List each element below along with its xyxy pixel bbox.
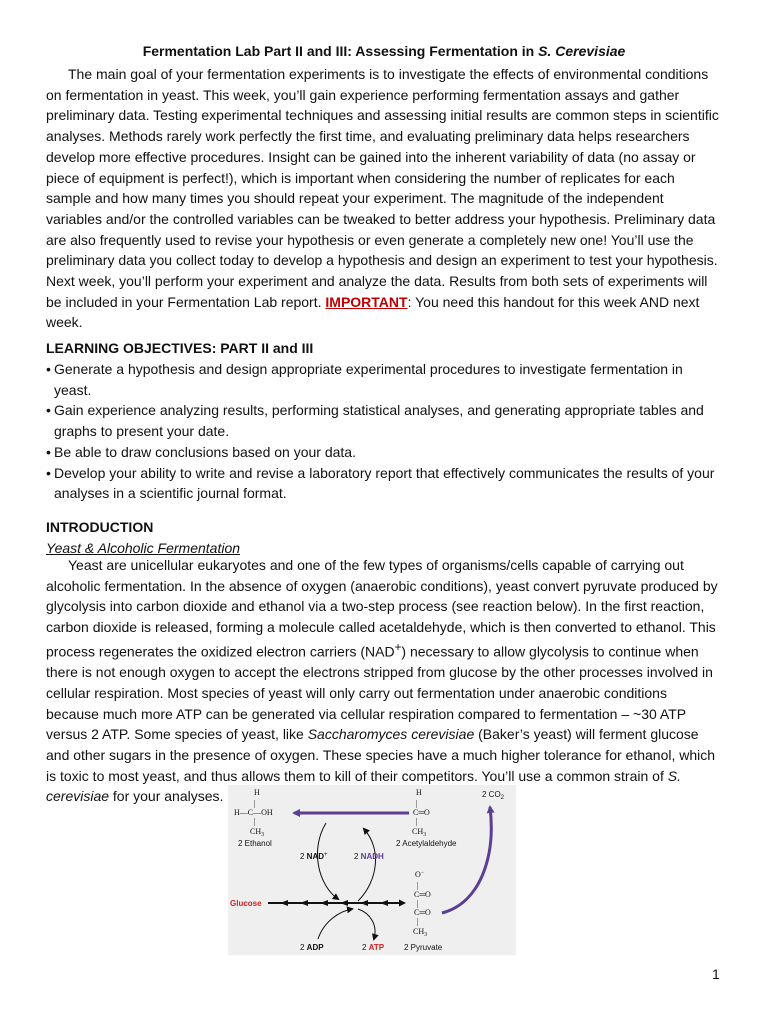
fermentation-diagram bbox=[228, 785, 516, 955]
acetaldehyde-label: 2 Acetylaldehyde bbox=[396, 839, 457, 848]
pyruvate-o-minus: O− bbox=[415, 870, 425, 879]
intro-text-4: for your analyses. bbox=[109, 788, 224, 805]
list-item-text: Gain experience analyzing results, performing statistical analyses, and generating appropriate tables and graphs to present your date. bbox=[54, 402, 704, 440]
nadh-label: 2 NADH bbox=[354, 852, 384, 861]
adp-label: 2 ADP bbox=[300, 943, 324, 952]
learning-objectives-heading: LEARNING OBJECTIVES: PART II and III bbox=[46, 340, 314, 356]
pyruvate-bond-1: | bbox=[417, 881, 419, 890]
ethanol-h: H bbox=[254, 788, 260, 797]
glucose-label: Glucose bbox=[230, 899, 262, 908]
pyruvate-carbonyl: C═O bbox=[414, 908, 431, 917]
pyruvate-carboxyl: C═O bbox=[414, 890, 431, 899]
introduction-heading: INTRODUCTION bbox=[46, 519, 154, 535]
list-item-text: Generate a hypothesis and design appropriate experimental procedures to investigate fermentation in yeast. bbox=[54, 361, 683, 398]
nad-superscript: + bbox=[394, 640, 402, 654]
intro-text-1: Yeast are unicellular eukaryotes and one of the few types of organisms/cells capable of carrying out alcoholic fermentation. In the absence of oxygen (anaerobic conditions), yeast convert pyruvate produced by glycolysis into carbon dioxide and ethanol via a two-step process (see reaction below). In the first reaction, carbon dioxide is released, forming a molecule called acetaldehyde, which is then converted to ethanol. This process regenerates the oxidized electron carriers (NAD bbox=[46, 557, 718, 660]
intro-text-2: ) necessary to allow glycolysis to continue when there is not enough oxygen to accept the electrons stripped from glucose by the other processes involved in cellular respiration. Most species of yeast will only carry out fermentation under anaerobic conditions because much more ATP can be generated via cellular respiration compared to fermentation – ~30 ATP versus 2 ATP. Some species of yeast, like bbox=[46, 643, 713, 743]
intro-text-3: (Baker’s yeast) will ferment glucose and other sugars in the presence of oxygen. These species have a much higher tolerance for ethanol, which is toxic to most yeast, and thus allows them to kill of their competitors. You’ll use a common strain of bbox=[46, 726, 716, 784]
bullet-glyph: • bbox=[46, 443, 51, 460]
pyruvate-bond-2: | bbox=[417, 899, 419, 908]
important-text: : You need this handout for this week AND next week. bbox=[46, 293, 700, 331]
pyruvate-ch3: $CH_3$ bbox=[413, 927, 428, 938]
nad-label: 2 NAD+ bbox=[300, 852, 328, 861]
atp-label: 2 ATP bbox=[362, 943, 385, 952]
list-item-text: Develop your ability to write and revise a laboratory report that effectively communicates the results of your analyses in a scientific journal format. bbox=[54, 464, 715, 502]
list-item bbox=[46, 400, 722, 441]
species-name-full: Saccharomyces cerevisiae bbox=[307, 726, 475, 743]
ethanol-ch3: $CH_3$ bbox=[250, 827, 265, 838]
page-number: 1 bbox=[712, 966, 720, 982]
introduction-subheading: Yeast & Alcoholic Fermentation bbox=[46, 540, 241, 556]
acetaldehyde-bond-bottom: | bbox=[416, 817, 418, 826]
ethanol-carbon-row: H—C—OH bbox=[234, 808, 273, 817]
ethanol-bond-top: | bbox=[254, 799, 256, 808]
list-item-text: Be able to draw conclusions based on your data. bbox=[54, 443, 356, 460]
title-species: S. Cerevisiae bbox=[538, 43, 626, 59]
acetaldehyde-h: H bbox=[416, 788, 422, 797]
intro-paragraph bbox=[46, 64, 722, 333]
list-item bbox=[46, 442, 722, 463]
ethanol-label: 2 Ethanol bbox=[238, 839, 272, 848]
list-item bbox=[46, 463, 722, 504]
bullet-glyph: • bbox=[46, 464, 51, 481]
important-label: IMPORTANT bbox=[325, 293, 408, 310]
title-main: Fermentation Lab Part II and III: Assessing Fermentation in bbox=[142, 43, 539, 59]
bullet-glyph: • bbox=[46, 361, 51, 377]
species-name-short: S. cerevisiae bbox=[46, 767, 681, 805]
ethanol-bond-bottom: | bbox=[254, 817, 256, 826]
pyruvate-bond-3: | bbox=[417, 917, 419, 926]
learning-objectives-list bbox=[46, 359, 722, 504]
list-item bbox=[46, 359, 722, 400]
acetaldehyde-ch3: $CH_3$ bbox=[412, 827, 427, 838]
intro-paragraph-text: The main goal of your fermentation experiments is to investigate the effects of environmental conditions on fermentation in yeast. This week, you’ll gain experience performing fermentation assays and gather preliminary data. Testing experimental techniques and assessing initial results are common steps in scientific analyses. Methods rarely work perfectly the first time, and evaluating preliminary data helps researchers develop more effective procedures. Insight can be gained into the inherent variability of data (no assay or piece of equipment is perfect!), which is important when considering the number of replicates for each sample and how many times you should repeat your experiment. The magnitude of the independent variables and/or the controlled variables can be tweaked to better address your hypothesis. Preliminary data are also frequently used to revise your hypothesis or even generate a completely new one! You’ll use the preliminary data you collect today to develop a hypothesis and design an experiment to test your hypothesis. Next week, you’ll perform your experiment and analyze the data. Results from both sets of experiments will be included in your Fermentation Lab report. bbox=[46, 66, 719, 310]
acetaldehyde-bond-top: | bbox=[416, 799, 418, 808]
introduction-paragraph bbox=[46, 555, 722, 807]
co2-label: 2 $CO_2$ bbox=[482, 790, 505, 801]
acetaldehyde-carbon-row: C═O bbox=[413, 808, 430, 817]
page-title bbox=[0, 43, 768, 59]
pyruvate-label: 2 Pyruvate bbox=[404, 943, 443, 952]
bullet-glyph: • bbox=[46, 402, 51, 419]
